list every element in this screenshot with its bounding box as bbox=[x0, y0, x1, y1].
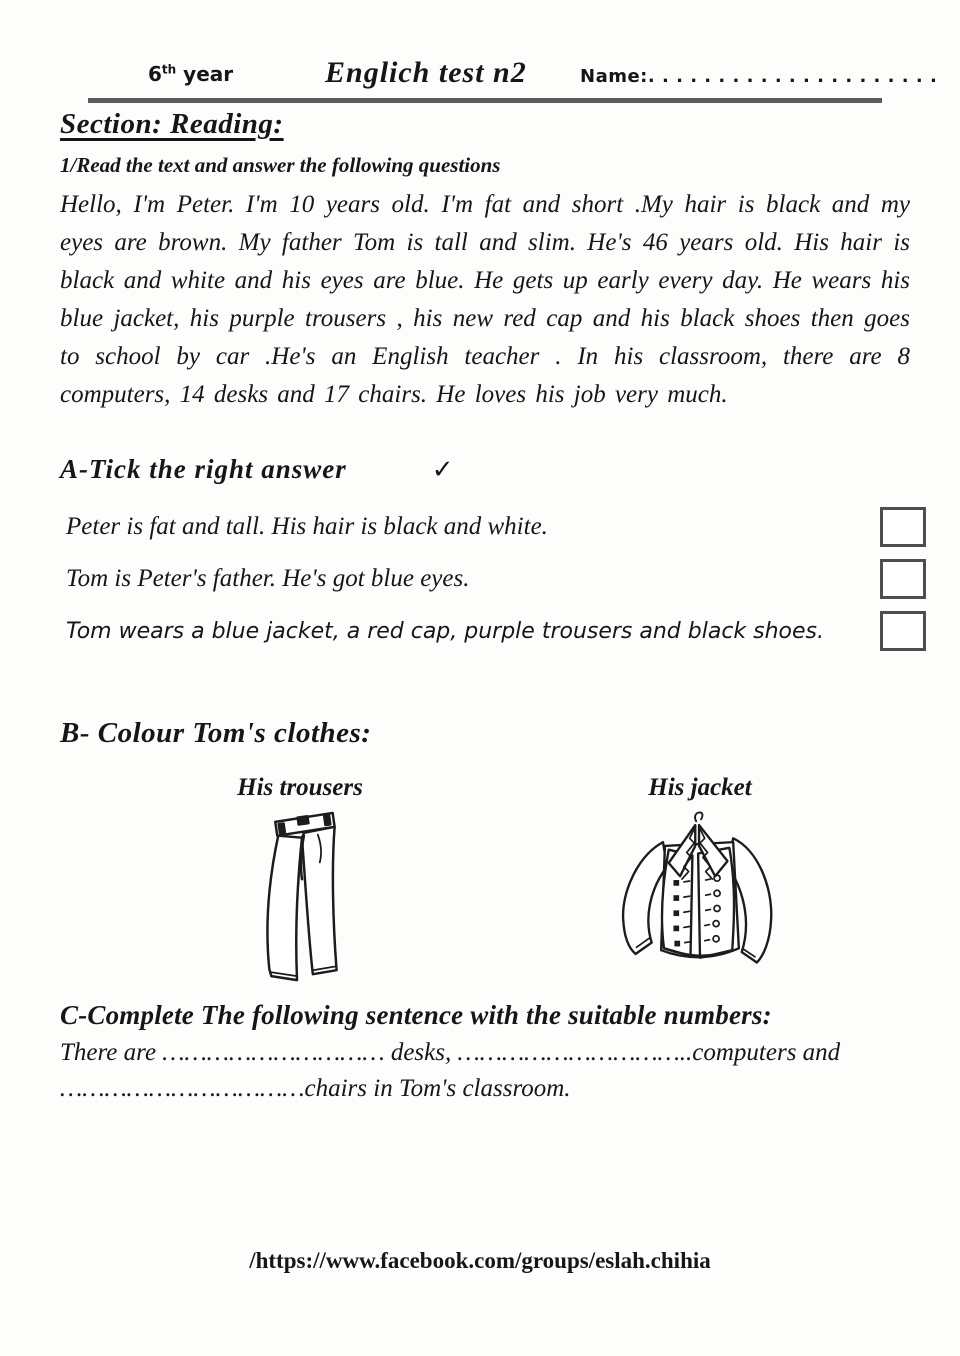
grade-label bbox=[148, 62, 233, 86]
header-divider bbox=[88, 98, 882, 103]
statement-text-3: Tom wears a blue jacket, a red cap, purple trousers and black shoes. bbox=[66, 618, 825, 644]
statement-text-2: Tom is Peter's father. He's got blue eyes. bbox=[66, 565, 470, 592]
check-icon: ✓ bbox=[431, 455, 455, 485]
jacket-icon bbox=[600, 808, 800, 990]
name-field[interactable] bbox=[580, 66, 937, 87]
footer-link: /https://www.facebook.com/groups/eslah.chihia bbox=[249, 1248, 711, 1273]
jacket-label: His jacket bbox=[648, 774, 752, 801]
name-label: Name: bbox=[580, 66, 648, 87]
answer-checkbox-2[interactable] bbox=[880, 559, 926, 599]
clothes-row bbox=[0, 808, 960, 990]
statement-list bbox=[66, 501, 926, 657]
grade-word: year bbox=[176, 62, 234, 86]
statement-text-1: Peter is fat and tall. His hair is black and white. bbox=[66, 513, 548, 540]
statement-row bbox=[66, 553, 926, 605]
grade-ordinal-suffix: th bbox=[161, 62, 177, 77]
trousers-icon bbox=[248, 808, 352, 990]
reading-passage: Hello, I'm Peter. I'm 10 years old. I'm fat and short .My hair is black and my eyes are brown. My father Tom is tall and slim. He's 46 years old. His hair is black and white and his eyes are blue. He gets up early every day. He wears his blue jacket, his purple trousers , his new red cap and his black shoes then goes to school by car .He's an English teacher . In his classroom, there are 8 computers, 14 desks and 17 chairs. He loves his job very much. bbox=[60, 191, 910, 408]
part-a-title: A-Tick the right answer bbox=[60, 454, 347, 484]
instruction-line: 1/Read the text and answer the following questions bbox=[60, 153, 501, 177]
name-fill-dots: . . . . . . . . . . . . . . . . . . . . . bbox=[647, 66, 938, 87]
grade-number: 6 bbox=[148, 62, 162, 86]
answer-checkbox-3[interactable] bbox=[880, 611, 926, 651]
fill-line-1: There are ………………………… desks, …………………………..computers and bbox=[60, 1039, 841, 1066]
test-title: Englich test n2 bbox=[325, 56, 527, 89]
section-heading: Section: Reading: bbox=[60, 108, 284, 140]
trousers-label: His trousers bbox=[237, 774, 363, 801]
part-b-heading: B- Colour Tom's clothes: bbox=[60, 717, 372, 749]
jacket-drawing[interactable] bbox=[500, 808, 900, 990]
clothes-labels bbox=[0, 774, 960, 802]
answer-checkbox-1[interactable] bbox=[880, 507, 926, 547]
fill-line-2: ……………………………chairs in Tom's classroom. bbox=[60, 1075, 571, 1102]
statement-row bbox=[66, 605, 926, 657]
statement-row bbox=[66, 501, 926, 553]
part-c-heading: C-Complete The following sentence with the suitable numbers: bbox=[60, 1000, 772, 1030]
part-a-heading bbox=[60, 454, 960, 485]
trousers-drawing[interactable] bbox=[100, 808, 500, 990]
header bbox=[0, 0, 960, 100]
